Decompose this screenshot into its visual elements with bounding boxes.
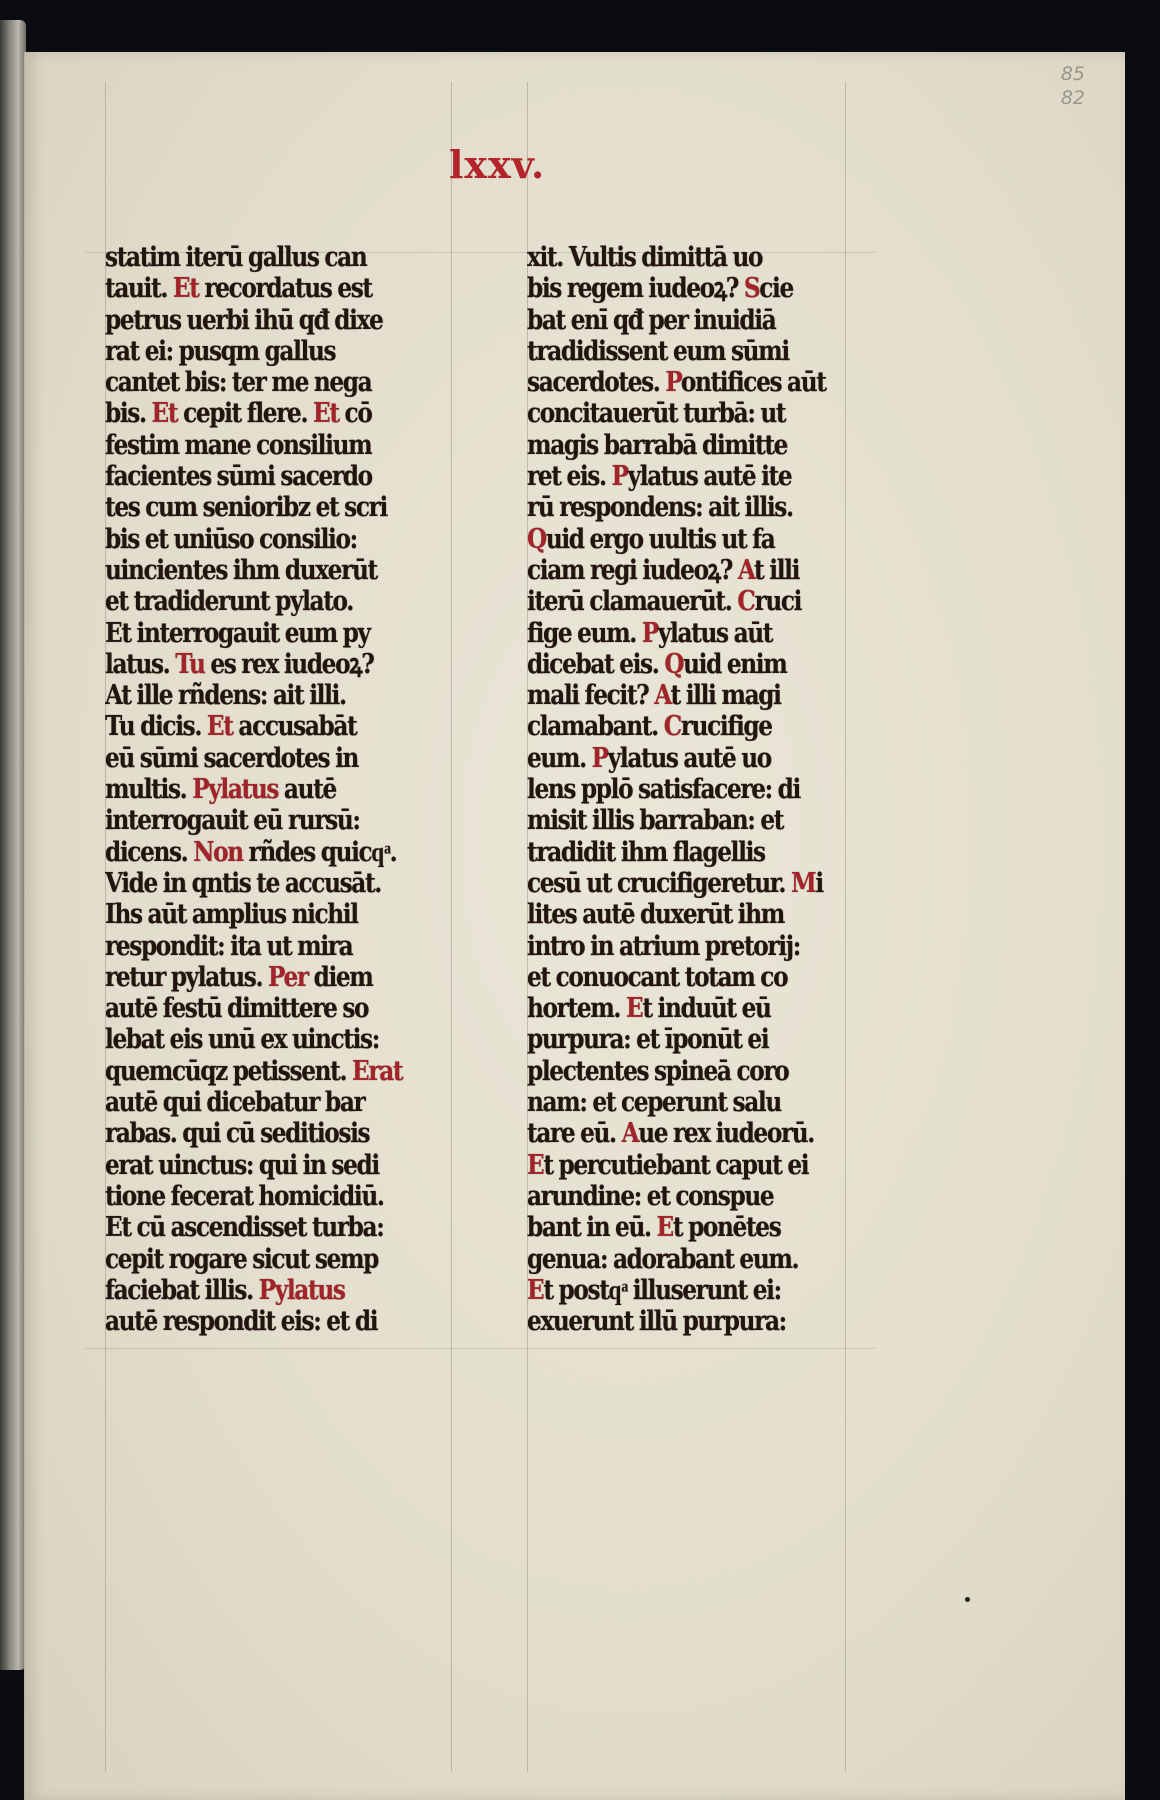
line-text: dicens. [105, 836, 194, 868]
text-line [527, 774, 837, 805]
ink-dot [965, 1597, 970, 1602]
line-text: lites [527, 899, 577, 931]
line-text: clamabant. [527, 711, 658, 743]
line-text: nam: [527, 1087, 587, 1119]
line-text: purpura: [527, 1024, 631, 1056]
line-text: bant [527, 1212, 581, 1244]
text-line [105, 305, 415, 336]
rubricated-initial: P [611, 461, 628, 493]
line-text: Et cū ascendisset turba: [105, 1212, 384, 1244]
line-text: pretorij: [704, 930, 800, 962]
line-text: latus. [105, 648, 176, 680]
line-text: illi [685, 680, 716, 712]
line-text: ylatus [627, 461, 698, 493]
text-line [105, 336, 415, 367]
line-text: fecit? [584, 680, 649, 712]
text-line [527, 1056, 837, 1087]
line-text: barrabā [603, 429, 697, 461]
line-text: in [586, 1212, 610, 1244]
text-line [527, 398, 837, 429]
line-text: ue [638, 1118, 668, 1150]
text-line [105, 743, 415, 774]
line-text: bis [527, 273, 562, 305]
line-text: rñdes quicqͣ. [242, 836, 397, 868]
text-line [105, 430, 415, 461]
line-text: ihm [620, 836, 667, 868]
line-text: t [754, 554, 764, 586]
rubricated-initial: E [527, 1274, 544, 1306]
line-text: spineā [654, 1055, 731, 1087]
line-text: coro [736, 1055, 789, 1087]
line-text: tauit. [105, 273, 173, 305]
line-text: dicebat [527, 648, 614, 680]
text-line [105, 1024, 415, 1055]
text-line [527, 492, 837, 523]
rubricated-initial: C [663, 711, 681, 743]
text-line [105, 461, 415, 492]
line-text: illuserunt [632, 1274, 747, 1306]
rubricated-initial: A [621, 1118, 639, 1150]
text-line [105, 524, 415, 555]
line-text: īponūt [664, 1024, 742, 1056]
line-text: respondit: ita ut mira [105, 930, 353, 962]
line-text: es rex iudeoꝝ? [204, 648, 374, 680]
line-text: cantet bis: ter me nega [105, 367, 372, 399]
line-text: et [646, 1180, 670, 1212]
line-text: autē [683, 742, 736, 774]
foliation-numbers [1061, 62, 1085, 110]
line-text: Vide in qntis te accusāt. [105, 867, 382, 899]
line-text: misit [527, 805, 587, 837]
line-text: eum. [739, 1243, 799, 1275]
line-text: et [636, 1024, 659, 1056]
rubricated-initial: E [527, 1149, 544, 1181]
line-text: magi [721, 680, 781, 712]
text-line [527, 899, 837, 930]
line-text: rat ei: pusqm gallus [105, 335, 336, 367]
text-line [527, 586, 837, 617]
line-text: eis. [619, 648, 659, 680]
rubricated-initial: Q [664, 648, 684, 680]
text-line [527, 367, 837, 398]
line-text: duxerūt [639, 899, 732, 931]
line-text: petrus uerbi ihū qđ dixe [105, 304, 383, 336]
line-text: uid [545, 523, 584, 555]
line-text: enim [726, 648, 787, 680]
line-text: induūt [657, 993, 736, 1025]
line-text: t [642, 993, 652, 1025]
line-text: ei [747, 1024, 769, 1056]
line-text: lens [527, 774, 576, 806]
text-line [527, 461, 837, 492]
line-text: Tu dicis. [105, 711, 207, 743]
line-text: rex [673, 1118, 710, 1150]
line-text: facientes sūmi sacerdo [105, 461, 372, 493]
text-line [527, 1275, 837, 1306]
line-text: ontifices [680, 367, 782, 399]
line-text: bis. [105, 398, 152, 430]
text-line [527, 1024, 837, 1055]
text-line [527, 962, 837, 993]
line-text: autē [703, 461, 756, 493]
line-text: genua: [527, 1243, 608, 1275]
text-line [105, 868, 415, 899]
manuscript-page [24, 52, 1125, 1800]
rubricated-initial: A [654, 680, 671, 712]
line-text: pplō [580, 774, 633, 806]
line-text: arundine: [527, 1180, 641, 1212]
line-text: totam [684, 961, 755, 993]
line-text: autē [278, 774, 336, 806]
line-text: aūt [733, 617, 773, 649]
line-text: retur pylatus. [105, 961, 269, 993]
rubricated-initial: E [656, 1212, 673, 1244]
line-text: eū sūmi sacerdotes in [105, 742, 359, 774]
line-text: eis. [566, 461, 606, 493]
line-text: intro [527, 930, 585, 962]
line-text: dimittā [641, 242, 727, 273]
rubricated-initial: P [665, 367, 681, 399]
line-text: dimitte [702, 429, 788, 461]
line-text: tare [527, 1118, 575, 1150]
line-text: i [815, 867, 823, 899]
previous-leaf-edge [0, 20, 26, 1670]
line-text: et tradiderunt pylato. [105, 586, 353, 618]
line-text: magis [527, 429, 598, 461]
line-text: ponētes [688, 1212, 781, 1244]
rubricated-initial: Et [313, 398, 339, 430]
line-text: eū. [615, 1212, 651, 1244]
text-line [105, 1150, 415, 1181]
line-text: et [760, 805, 784, 837]
line-text: rucifige [680, 711, 772, 743]
line-text: per [648, 304, 688, 336]
line-text: Ihs aūt amplius nichil [105, 899, 358, 931]
line-text: conuocant [555, 961, 679, 993]
text-line [105, 492, 415, 523]
line-text: ut [721, 523, 747, 555]
text-line [105, 1244, 415, 1275]
text-line [105, 1118, 415, 1149]
line-text: illi [769, 554, 800, 586]
text-line [105, 1056, 415, 1087]
line-text: mali [527, 680, 579, 712]
text-line [527, 868, 837, 899]
rubricated-initial: E [625, 993, 643, 1025]
line-text: ait [708, 492, 739, 524]
line-text: cesū [527, 867, 581, 899]
line-text: uid [683, 648, 721, 680]
line-text: aūt [787, 367, 826, 399]
text-line [527, 680, 837, 711]
text-line [527, 1118, 837, 1149]
text-line [105, 242, 415, 273]
folio-number-upper: 85 [1060, 63, 1085, 85]
line-text: turbā: [683, 398, 755, 430]
rubricated-initial: Pylatus [258, 1274, 345, 1306]
rubricated-initial: S [743, 273, 760, 305]
text-line [105, 837, 415, 868]
line-text: fa [752, 523, 775, 555]
line-text: quemcūqz petissent. [105, 1055, 353, 1087]
line-text: ceperunt [621, 1087, 727, 1119]
text-line [527, 1181, 837, 1212]
line-text: autē qui dicebatur bar [105, 1087, 365, 1119]
line-text: exuerunt [527, 1306, 633, 1338]
text-line [527, 555, 837, 586]
line-text: iudeorū. [715, 1118, 815, 1150]
text-line [105, 1306, 415, 1337]
running-head: lxxv. [449, 142, 546, 187]
line-text: salu [732, 1087, 781, 1119]
line-text: ergo [589, 523, 643, 555]
line-text: statim iterū gallus can [105, 242, 367, 273]
line-text: interrogauit eū rursū: [105, 805, 360, 837]
line-text: illis [591, 805, 634, 837]
line-text: t [543, 1274, 553, 1306]
line-text: autē [582, 899, 635, 931]
line-text: ei: [752, 1274, 781, 1306]
text-line [105, 711, 415, 742]
line-text: rū [527, 492, 554, 524]
text-line [527, 805, 837, 836]
line-text: percutiebant [558, 1149, 710, 1181]
line-text: atrium [618, 930, 699, 962]
text-line [105, 774, 415, 805]
text-line [105, 555, 415, 586]
line-text: autē festū dimittere so [105, 993, 369, 1025]
rubricated-initial: Q [527, 523, 546, 555]
text-line [527, 993, 837, 1024]
line-text: tradidissent [527, 335, 668, 367]
line-text: conspue [675, 1180, 774, 1212]
line-text: ciam [527, 554, 585, 586]
rubricated-initial: Et [206, 711, 233, 743]
text-line [527, 1087, 837, 1118]
line-text: purpura: [682, 1306, 786, 1338]
line-text: t [543, 1149, 553, 1181]
text-line [527, 524, 837, 555]
text-line [527, 336, 837, 367]
line-text: ite [761, 461, 792, 493]
text-line [527, 305, 837, 336]
line-text: inuidiā [693, 304, 776, 336]
text-line [105, 680, 415, 711]
line-text: tione fecerat homicidiū. [105, 1180, 384, 1212]
line-text: enī [570, 304, 608, 336]
ruling-line [85, 1348, 875, 1349]
line-text: uo [732, 242, 763, 273]
line-text: At ille rñdens: ait illi. [105, 680, 346, 712]
line-text: eum [672, 335, 726, 367]
line-text: rabas. qui cū seditiosis [105, 1118, 370, 1150]
line-text: ut [760, 398, 786, 430]
line-text: iudeoꝝ? [648, 273, 739, 305]
line-text: iudeoꝝ? [642, 554, 732, 586]
line-text: bat [527, 304, 565, 336]
line-text: crucifigeretur. [616, 867, 786, 899]
line-text: ylatus [607, 742, 678, 774]
line-text: ylatus [657, 617, 728, 649]
line-text: clamauerūt. [589, 586, 732, 618]
rubricated-initial: Et [172, 273, 199, 305]
line-text: ei [787, 1149, 809, 1181]
line-text: et [527, 961, 550, 993]
rubricated-initial: Per [268, 961, 308, 993]
line-text: uo [741, 742, 771, 774]
line-text: lebat eis unū ex uinctis: [105, 1024, 379, 1056]
text-line [527, 1212, 837, 1243]
text-line [527, 711, 837, 742]
line-text: multis. [105, 774, 193, 806]
line-text: accusabāt [232, 711, 357, 743]
line-text: cō [338, 398, 372, 430]
line-text: eum. [577, 617, 636, 649]
text-line [527, 618, 837, 649]
line-text: sūmi [730, 335, 789, 367]
line-text: et [592, 1087, 616, 1119]
line-text: recordatus est [198, 273, 372, 305]
text-line [105, 649, 415, 680]
rubricated-initial: Pylatus [192, 774, 279, 806]
line-text: Vultis [568, 242, 636, 273]
line-text: uincientes ihm duxerūt [105, 554, 377, 586]
text-line [527, 1150, 837, 1181]
rubricated-initial: C [737, 586, 755, 618]
rubricated-initial: Tu [175, 648, 205, 680]
text-line [527, 837, 837, 868]
line-text: uultis [648, 523, 716, 555]
rubricated-initial: Et [151, 398, 178, 430]
folio-number-lower: 82 [1060, 87, 1085, 109]
line-text: t [670, 680, 680, 712]
text-line [105, 398, 415, 429]
text-line [527, 1244, 837, 1275]
line-text: ihm [737, 899, 784, 931]
text-line [105, 273, 415, 304]
line-text: regi [589, 554, 637, 586]
line-text: illū [638, 1306, 677, 1338]
text-line [105, 586, 415, 617]
line-text: eū [741, 993, 771, 1025]
text-line [105, 993, 415, 1024]
line-text: in [590, 930, 614, 962]
line-text: respondens: [559, 492, 703, 524]
line-text: qđ [612, 304, 643, 336]
line-text: eū. [580, 1118, 616, 1150]
line-text: plectentes [527, 1055, 649, 1087]
line-text: faciebat illis. [105, 1274, 259, 1306]
rubricated-initial: Non [193, 836, 243, 868]
text-line [105, 1181, 415, 1212]
text-line [105, 805, 415, 836]
text-line [527, 743, 837, 774]
line-text: festim mane consilium [105, 429, 372, 461]
text-line [105, 899, 415, 930]
line-text: cie [759, 273, 793, 305]
line-text: flagellis [672, 836, 765, 868]
line-text: cepit rogare sicut semp [105, 1243, 379, 1275]
line-text: tradidit [527, 836, 615, 868]
line-text: illis. [744, 492, 793, 524]
text-line [527, 242, 837, 273]
text-line [527, 430, 837, 461]
text-line [105, 931, 415, 962]
line-text: regem [566, 273, 643, 305]
text-line [105, 618, 415, 649]
text-line [527, 1306, 837, 1337]
line-text: t [672, 1212, 683, 1244]
line-text: hortem. [527, 993, 621, 1025]
rubricated-initial: P [641, 617, 658, 649]
text-line [105, 962, 415, 993]
line-text: sacerdotes. [527, 367, 660, 399]
line-text: satisfacere: [638, 774, 772, 806]
line-text: fige [527, 617, 572, 649]
text-line [105, 367, 415, 398]
line-text: di [777, 774, 800, 806]
line-text: xit. [527, 242, 563, 273]
line-text: Et interrogauit eum py [105, 617, 370, 649]
line-text: erat uinctus: qui in sedi [105, 1149, 379, 1181]
line-text: bis et uniūso consilio: [105, 523, 357, 555]
rubricated-initial: Erat [352, 1055, 403, 1087]
left-text-column [105, 242, 465, 1337]
line-text: eum. [527, 742, 586, 774]
line-text: adorabant [613, 1243, 734, 1275]
line-text: co [760, 961, 788, 993]
text-line [105, 1275, 415, 1306]
rubricated-initial: A [737, 554, 755, 586]
text-line [527, 931, 837, 962]
line-text: barraban: [639, 805, 755, 837]
text-line [105, 1087, 415, 1118]
line-text: ret [527, 461, 561, 493]
line-text: tes cum senioribz et scri [105, 492, 387, 524]
text-line [527, 273, 837, 304]
text-line [105, 1212, 415, 1243]
rubricated-initial: M [791, 867, 816, 899]
text-line [527, 649, 837, 680]
rubricated-initial: P [591, 742, 608, 774]
line-text: concitauerūt [527, 398, 678, 430]
line-text: autē respondit eis: et di [105, 1306, 378, 1338]
right-text-column [527, 242, 887, 1337]
line-text: diem [307, 961, 373, 993]
line-text: cepit flere. [177, 398, 314, 430]
line-text: ruci [754, 586, 802, 618]
line-text: iterū [527, 586, 584, 618]
line-text: postqͣ [558, 1274, 627, 1306]
line-text: caput [715, 1149, 782, 1181]
line-text: ut [586, 867, 612, 899]
